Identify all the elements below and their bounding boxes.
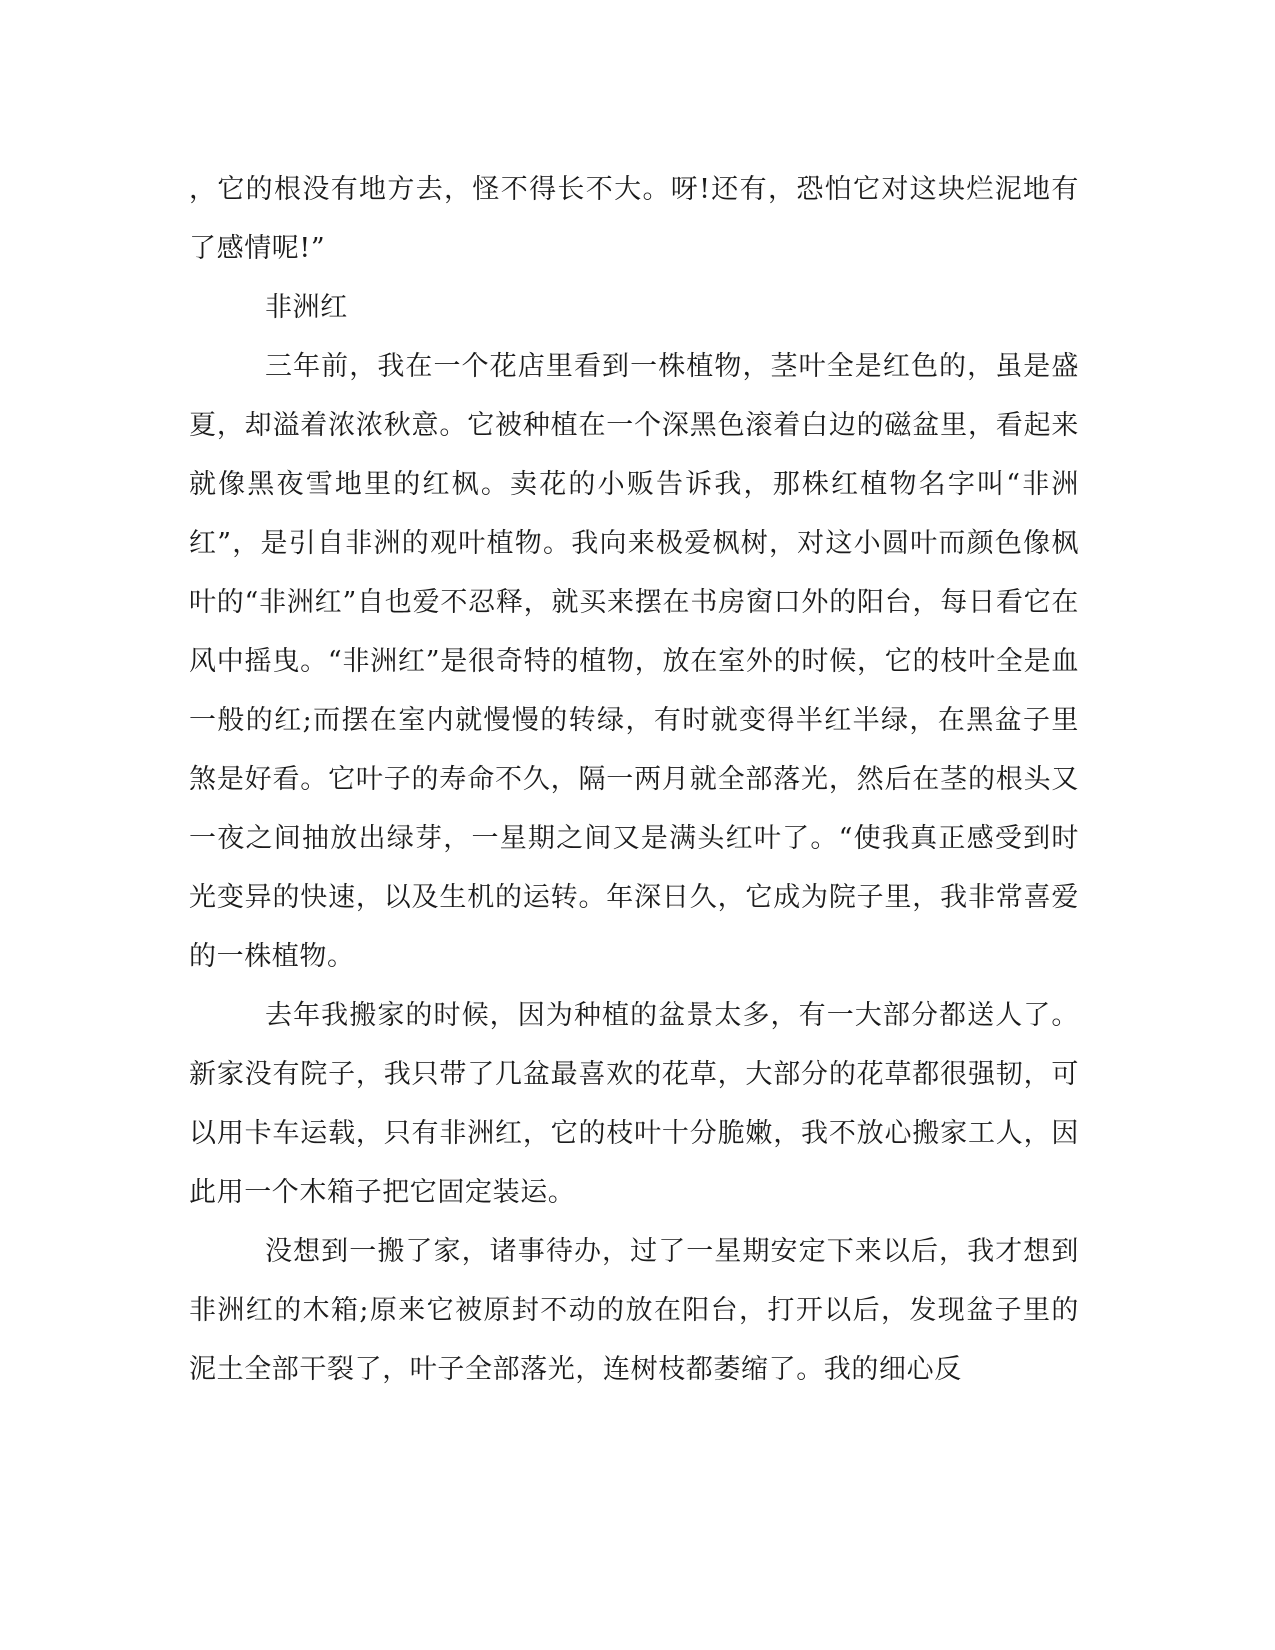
paragraph: 没想到一搬了家，诸事待办，过了一星期安定下来以后，我才想到非洲红的木箱;原来它被原封不动的放在阳台，打开以后，发现盆子里的泥土全部干裂了，叶子全部落光，连树枝都萎缩了。我的细心反 bbox=[189, 1236, 1079, 1385]
section-heading: 非洲红 bbox=[265, 292, 348, 323]
paragraph-continuation: ，它的根没有地方去，怪不得长不大。呀!还有，恐怕它对这块烂泥地有了感情呢!” bbox=[189, 174, 1079, 264]
paragraph: 去年我搬家的时候，因为种植的盆景太多，有一大部分都送人了。新家没有院子，我只带了几盆最喜欢的花草，大部分的花草都很强韧，可以用卡车运载，只有非洲红，它的枝叶十分脆嫩，我不放心搬家工人，因此用一个木箱子把它固定装运。 bbox=[189, 1000, 1079, 1208]
document-body bbox=[189, 160, 1079, 1399]
paragraph: 三年前，我在一个花店里看到一株植物，茎叶全是红色的，虽是盛夏，却溢着浓浓秋意。它被种植在一个深黑色滚着白边的磁盆里，看起来就像黑夜雪地里的红枫。卖花的小贩告诉我，那株红植物名字叫“非洲红”，是引自非洲的观叶植物。我向来极爱枫树，对这小圆叶而颜色像枫叶的“非洲红”自也爱不忍释，就买来摆在书房窗口外的阳台，每日看它在风中摇曳。“非洲红”是很奇特的植物，放在室外的时候，它的枝叶全是血一般的红;而摆在室内就慢慢的转绿，有时就变得半红半绿，在黑盆子里煞是好看。它叶子的寿命不久，隔一两月就全部落光，然后在茎的根头又一夜之间抽放出绿芽，一星期之间又是满头红叶了。“使我真正感受到时光变异的快速，以及生机的运转。年深日久，它成为院子里，我非常喜爱的一株植物。 bbox=[189, 351, 1079, 972]
